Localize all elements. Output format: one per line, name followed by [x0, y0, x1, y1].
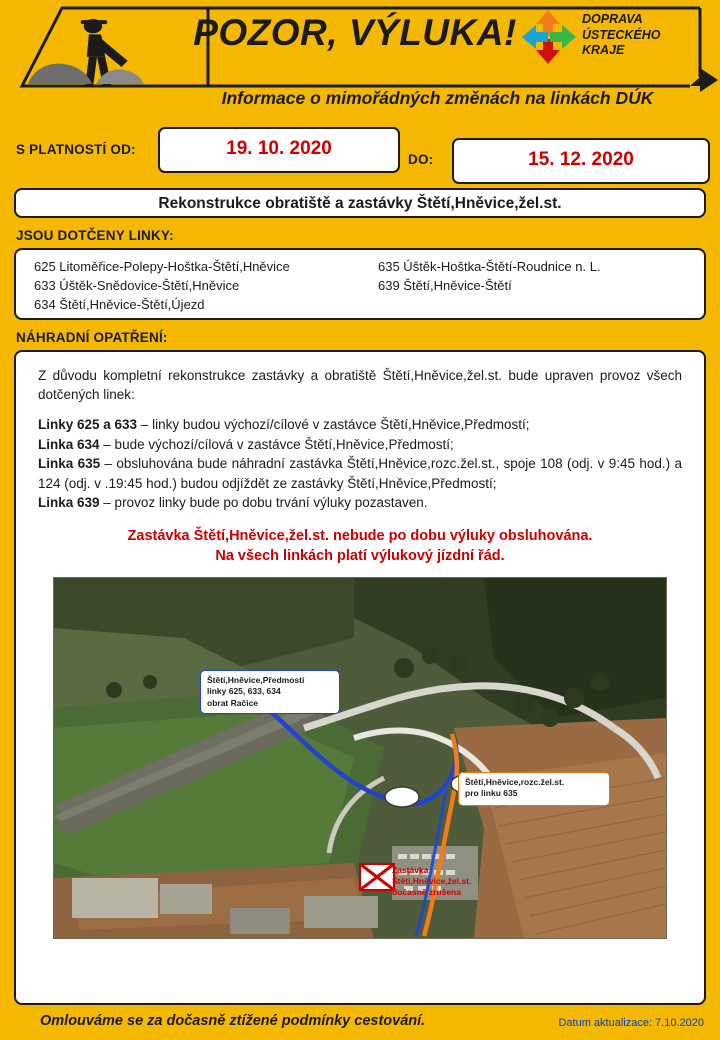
closure-title-panel: Rekonstrukce obratiště a zastávky Štětí,Hněvice,žel.st. — [14, 188, 706, 218]
measure-item-lines: Linky 625 a 633 — [38, 417, 138, 432]
line-item: 634 Štětí,Hněvice-Štětí,Újezd — [34, 297, 205, 312]
line-item: 633 Úštěk-Snědovice-Štětí,Hněvice — [34, 278, 240, 293]
closure-warning-line1: Zastávka Štětí,Hněvice,žel.st. nebude po dobu výluky obsluhována. — [127, 527, 593, 544]
map-callout-line: Zastávka — [392, 864, 429, 875]
measure-item — [38, 415, 682, 435]
measure-item-lines: Linka 639 — [38, 495, 100, 510]
validity-to-date: 15. 12. 2020 — [452, 138, 710, 184]
map-aerial-graphic — [54, 578, 666, 938]
map-callout-line: dočasně zrušena — [392, 886, 461, 897]
measure-item-text: – bude výchozí/cílová v zastávce Štětí,Hněvice,Předmostí; — [99, 436, 454, 452]
detour-map — [53, 577, 667, 939]
duk-logo-text — [582, 12, 660, 59]
closure-warning-line2: Na všech linkách platí výlukový jízdní řád. — [215, 547, 505, 564]
measure-item-text: – linky budou výchozí/cílové v zastávce Štětí,Hněvice,Předmostí; — [137, 417, 530, 432]
validity-from-date: 19. 10. 2020 — [158, 127, 400, 173]
page-title: POZOR, VÝLUKA! — [193, 12, 517, 53]
duk-logo-line2: ÚSTECKÉHO — [582, 27, 661, 42]
measure-item — [38, 435, 682, 455]
measure-item-lines: Linka 634 — [38, 436, 100, 452]
validity-row — [0, 120, 720, 178]
closure-warning — [38, 526, 682, 566]
measure-item-text: – provoz linky bude po dobu trvání výluky pozastaven. — [99, 495, 428, 510]
map-callout-line: pro linku 635 — [465, 788, 518, 798]
measure-item — [38, 454, 682, 493]
duk-logo — [520, 8, 710, 70]
line-item: 639 Štětí,Hněvice-Štětí — [378, 278, 512, 293]
header-subtitle: Informace o mimořádných změnách na linkách DÚK — [221, 88, 654, 108]
map-callout-line: Štětí,Hněvice,rozc.žel.st. — [465, 776, 565, 787]
map-callout-predmosti — [200, 670, 340, 714]
measures-panel — [14, 350, 706, 1005]
map-callout-rozc-zel-st — [458, 772, 610, 806]
map-callout-line: Štětí,Hněvice,Předmostí — [207, 674, 305, 685]
measures-intro: Z důvodu kompletní rekonstrukce zastávky a obratiště Štětí,Hněvice,žel.st. bude upraven provoz všech dotčených linek: — [38, 368, 682, 402]
measures-list — [38, 415, 682, 513]
duk-logo-line1: DOPRAVA — [582, 12, 643, 26]
affected-lines-label: JSOU DOTČENY LINKY: — [16, 228, 174, 243]
duk-arrows-logo-icon — [520, 8, 578, 66]
line-item: 625 Litoměřice-Polepy-Hoštka-Štětí,Hněvice — [34, 259, 290, 274]
map-callout-line: obrat Račice — [207, 697, 259, 708]
validity-from-label: S PLATNOSTÍ OD: — [16, 142, 136, 157]
measures-label: NÁHRADNÍ OPATŘENÍ: — [16, 330, 168, 345]
footer-apology: Omlouváme se za dočasně ztížené podmínky cestování. — [40, 1013, 426, 1029]
footer-update-date: Datum aktualizace: 7.10.2020 — [558, 1017, 704, 1029]
red-cross-cancelled-stop-icon — [360, 864, 394, 890]
measure-item-lines: Linka 635 — [38, 456, 101, 471]
validity-to-label: DO: — [408, 152, 434, 167]
map-callout-line: Štětí,Hněvice,žel.st. — [392, 875, 472, 886]
measure-item-text: – obsluhována bude náhradní zastávka Štětí,Hněvice,rozc.žel.st., spoje 108 (odj. v 9:45 hod.) a 124 (odj. v .19:45 hod.) budou odjíždět ze zastávky Štětí,Hněvice,Předmostí; — [38, 456, 682, 491]
poster-header — [0, 0, 720, 118]
affected-lines-panel — [14, 248, 706, 320]
affected-lines-column-right — [360, 257, 704, 314]
affected-lines-column-left — [16, 257, 360, 314]
line-item: 635 Úštěk-Hoštka-Štětí-Roudnice n. L. — [378, 259, 601, 274]
map-callout-cancelled-stop — [392, 865, 512, 898]
measure-item — [38, 493, 682, 513]
duk-logo-line3: KRAJE — [582, 43, 625, 58]
map-callout-line: linky 625, 633, 634 — [207, 686, 281, 696]
